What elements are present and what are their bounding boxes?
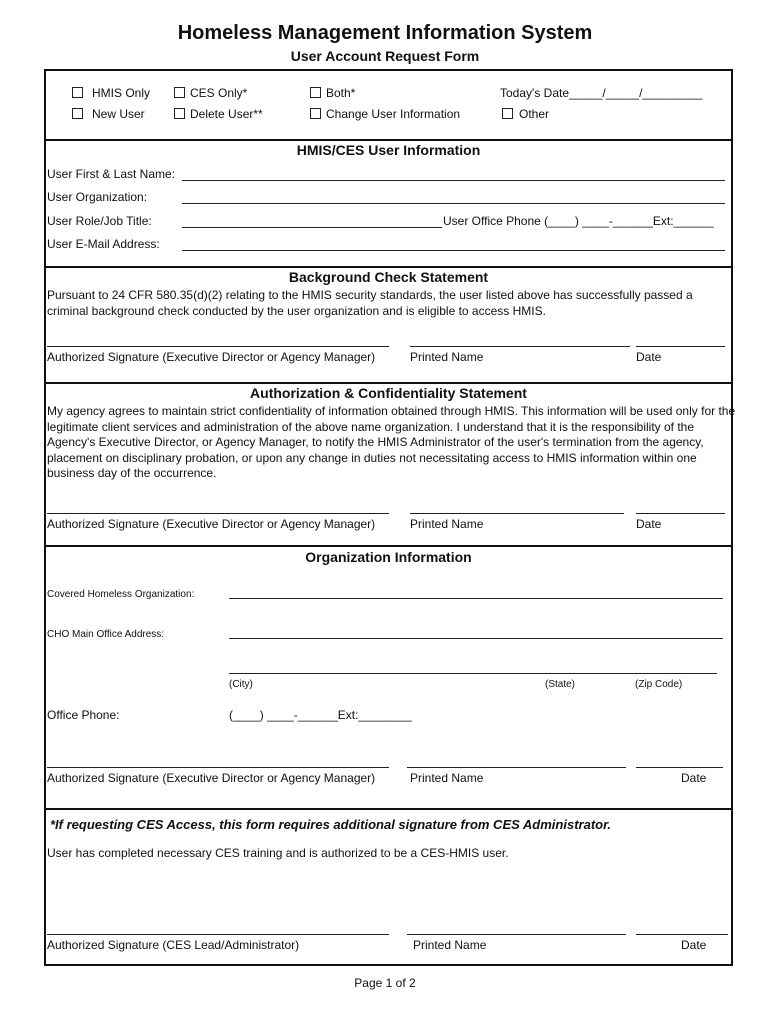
user-info-heading: HMIS/CES User Information [296,142,481,158]
user-email-field[interactable] [182,250,725,251]
both-label: Both* [326,86,356,100]
section-divider [44,266,733,268]
organization-signature-line[interactable] [47,767,389,768]
authorization-signature-label: Authorized Signature (Executive Director or Agency Manager) [47,517,376,531]
change-info-checkbox[interactable] [310,108,321,119]
section-divider [44,139,733,141]
new-user-checkbox[interactable] [72,108,83,119]
user-name-field[interactable] [182,180,725,181]
background-signature-label: Authorized Signature (Executive Director or Agency Manager) [47,350,376,364]
ces-signature-label: Authorized Signature (CES Lead/Administrator) [47,938,300,952]
section-divider [44,545,733,547]
ces-only-checkbox[interactable] [174,87,185,98]
both-checkbox[interactable] [310,87,321,98]
address-label: CHO Main Office Address: [47,629,165,640]
section-divider [44,808,733,810]
ces-date-label: Date [681,938,707,952]
cho-label: Covered Homeless Organization: [47,589,195,600]
state-label: (State) [545,679,576,690]
ces-printed-name-line[interactable] [407,934,626,935]
zip-label: (Zip Code) [635,679,683,690]
user-org-label: User Organization: [47,190,148,204]
delete-user-checkbox[interactable] [174,108,185,119]
form-subtitle: User Account Request Form [290,48,480,64]
section-divider [44,382,733,384]
other-checkbox[interactable] [502,108,513,119]
todays-date-field[interactable]: Today's Date_____/_____/_________ [500,86,703,100]
page-number: Page 1 of 2 [354,976,416,990]
ces-only-label: CES Only* [190,86,248,100]
authorization-printed-name-label: Printed Name [410,517,484,531]
background-text: Pursuant to 24 CFR 580.35(d)(2) relating to the HMIS security standards, the user listed above has successfully passed a criminal background check conducted by the user organization and is eligible to access HMIS. [47,288,693,318]
user-role-label: User Role/Job Title: [47,214,152,228]
organization-signature-label: Authorized Signature (Executive Director or Agency Manager) [47,771,376,785]
background-signature-line[interactable] [47,346,389,347]
authorization-text: My agency agrees to maintain strict confidentiality of information obtained through HMIS. This information will be used only for the legitimate client services and administration of the above name organization. I understand that it is the responsibility of the Agency's Executive Director, or Agency Manager, to notify the HMIS Administrator of the user's termination from the agency, placement on disciplinary probation, or upon any change in duties not necessitating access to HMIS information within one business day of the occurrence. [47,404,736,481]
change-info-label: Change User Information [326,107,461,121]
authorization-heading: Authorization & Confidentiality Statement [250,385,527,401]
background-date-label: Date [636,350,662,364]
background-date-line[interactable] [636,346,725,347]
ces-date-line[interactable] [636,934,728,935]
address-field[interactable] [229,638,723,639]
user-org-field[interactable] [182,203,725,204]
office-phone-label: Office Phone: [47,708,120,722]
ces-signature-line[interactable] [47,934,389,935]
hmis-only-label: HMIS Only [92,86,151,100]
ces-printed-name-label: Printed Name [413,938,487,952]
authorization-signature-line[interactable] [47,513,389,514]
organization-heading: Organization Information [305,549,472,565]
organization-printed-name-line[interactable] [407,767,626,768]
organization-date-label: Date [681,771,707,785]
ces-note: *If requesting CES Access, this form requires additional signature from CES Administrator. [50,817,612,832]
delete-user-label: Delete User** [190,107,263,121]
authorization-date-line[interactable] [636,513,725,514]
background-heading: Background Check Statement [288,269,489,285]
city-label: (City) [229,679,253,690]
form-title: Homeless Management Information System [177,22,593,44]
city-state-zip-field[interactable] [229,673,717,674]
background-printed-name-label: Printed Name [410,350,484,364]
background-printed-name-line[interactable] [410,346,630,347]
hmis-only-checkbox[interactable] [72,87,83,98]
user-name-label: User First & Last Name: [47,167,176,181]
ces-text: User has completed necessary CES training and is authorized to be a CES-HMIS user. [47,846,509,860]
office-phone-field[interactable]: (____) ____-______Ext:________ [229,708,412,722]
user-email-label: User E-Mail Address: [47,237,160,251]
user-phone-field[interactable]: User Office Phone (____) ____-______Ext:______ [443,214,714,228]
organization-printed-name-label: Printed Name [410,771,484,785]
user-role-field[interactable] [182,227,442,228]
other-label: Other [519,107,550,121]
new-user-label: New User [92,107,145,121]
authorization-printed-name-line[interactable] [410,513,624,514]
organization-date-line[interactable] [636,767,723,768]
cho-field[interactable] [229,598,723,599]
authorization-date-label: Date [636,517,662,531]
